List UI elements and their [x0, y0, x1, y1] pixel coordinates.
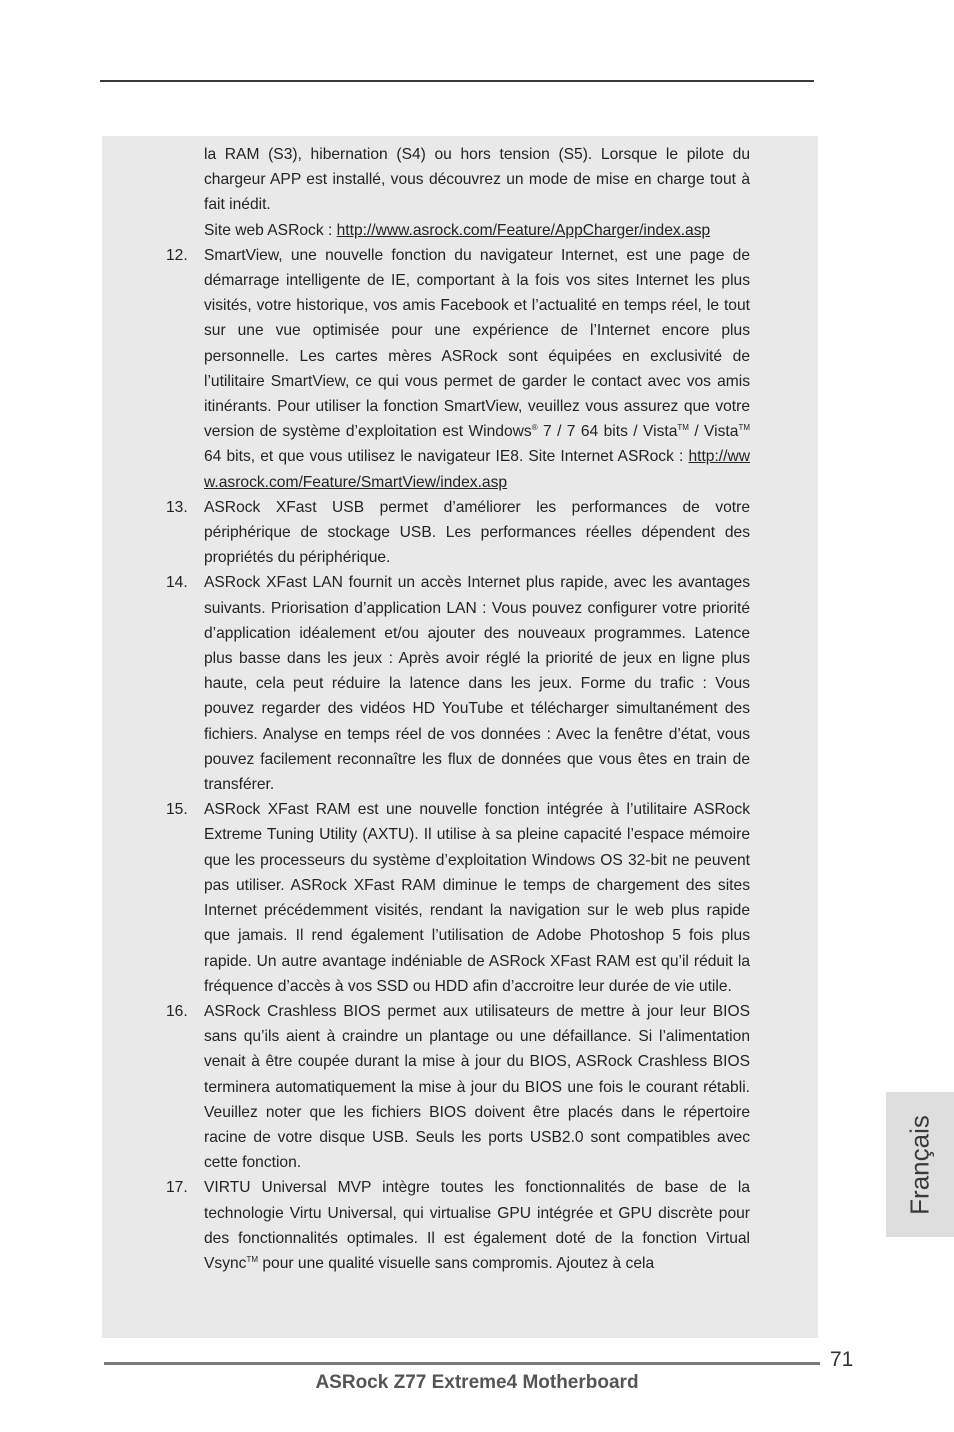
list-item-14 [166, 570, 750, 797]
item-text: ASRock Crashless BIOS permet aux utilisateurs de mettre à jour leur BIOS sans qu’ils aient à craindre un plantage ou une défaillance. Si l’alimentation venait à être coupée durant la mise à jour du BIOS, ASRock Crashless BIOS terminera automatiquement la mise à jour du BIOS une fois le courant rétabli. Veuillez noter que les fichiers BIOS doivent être placés dans le répertoire racine de votre disque USB. Seuls les ports USB2.0 sont compatibles avec cette fonction. [204, 1002, 750, 1172]
item-number: 14. [166, 574, 188, 592]
item-text: ASRock XFast USB permet d’améliorer les performances de votre périphérique de stockage USB. Les performances réelles dépendent des propriétés du périphérique. [204, 498, 750, 567]
trademark-mark: TM [677, 423, 689, 433]
item-text: VIRTU Universal MVP intègre toutes les fonctionnalités de base de la technologie Virtu Universal, qui virtualise GPU intégrée et GPU discrète pour des fonctionnalités optimales. Il est également doté de la fonction Virtual Vsync™ pour une qualité visuelle sans compromis. Ajoutez à cela [204, 1179, 750, 1272]
intro-text: la RAM (S3), hibernation (S4) ou hors tension (S5). Lorsque le pilote du chargeur APP est installé, vous découvrez un mode de mise en charge tout à fait inédit. [204, 146, 750, 214]
text-column [166, 142, 750, 1276]
item-number: 17. [166, 1179, 188, 1197]
list-item-13 [166, 495, 750, 571]
item-number: 15. [166, 801, 188, 819]
top-rule [100, 80, 814, 82]
registered-mark: ® [531, 423, 538, 433]
item-number: 16. [166, 1002, 188, 1020]
site-label: Site web ASRock : [204, 221, 337, 239]
smartview-link[interactable]: http://www.asrock.com/Feature/SmartView/index.asp [204, 448, 750, 491]
item-text: ASRock XFast RAM est une nouvelle fonction intégrée à l’utilitaire ASRock Extreme Tuning Utility (AXTU). Il utilise à sa pleine capacité l’espace mémoire que les processeurs du système d’exploitation Windows OS 32-bit ne peuvent pas utiliser. ASRock XFast RAM diminue le temps de chargement des sites Internet précédemment visités, rendant la navigation sur le web plus rapide que jamais. Il rend également l’utilisation de Adobe Photoshop 5 fois plus rapide. Un autre avantage indéniable de ASRock XFast RAM est qu’il réduit la fréquence d’accès à vos SSD ou HDD afin d’accroitre leur durée de vie utile. [204, 801, 750, 995]
intro-paragraph [204, 142, 750, 243]
item-number: 12. [166, 246, 188, 264]
footer-title: ASRock Z77 Extreme4 Motherboard [315, 1372, 639, 1393]
list-item-17 [166, 1175, 750, 1276]
list-item-12 [166, 243, 750, 495]
item-text: SmartView, une nouvelle fonction du navigateur Internet, est une page de démarrage intelligente de IE, comportant à la fois vos sites Internet les plus visités, votre historique, vos amis Facebook et l’actualité en temps réel, le tout sur une vue optimisée pour une expérience de l’Internet encore plus personnelle. Les cartes mères ASRock sont équipées en exclusivité de l’utilitaire SmartView, ce qui vous permet de garder le contact avec vos amis itinérants. Pour utiliser la fonction SmartView, veuillez vous assurez que votre version de système d’exploitation est Windows® 7 / 7 64 bits / Vista™ / Vista™ 64 bits, et que vous utilisez le navigateur IE8. Site Internet ASRock : http://www.asrock.com/Feature/SmartView/index.asp [204, 246, 750, 491]
item-text: ASRock XFast LAN fournit un accès Internet plus rapide, avec les avantages suivants. Priorisation d’application LAN : Vous pouvez configurer votre priorité d’application idéalement et/ou ajouter des nouveaux programmes. Latence plus basse dans les jeux : Après avoir réglé la priorité de jeux en ligne plus haute, cela peut réduire la latence dans les jeux. Forme du trafic : Vous pouvez regarder des vidéos HD YouTube et télécharger simultanément des fichiers. Analyse en temps réel de vos données : Avec la fenêtre d’état, vous pouvez facilement reconnaître les flux de données que vous êtes en train de transférer. [204, 574, 750, 794]
trademark-mark: TM [246, 1254, 259, 1264]
item-number: 13. [166, 498, 188, 516]
appcharger-link[interactable]: http://www.asrock.com/Feature/AppCharger/index.asp [336, 221, 711, 239]
list-item-16 [166, 999, 750, 1175]
list-item-15 [166, 797, 750, 999]
language-tab [886, 1092, 954, 1237]
language-label: Français [904, 1114, 935, 1215]
page-number: 71 [830, 1348, 854, 1371]
bottom-rule [104, 1362, 820, 1365]
trademark-mark: TM [738, 423, 750, 433]
